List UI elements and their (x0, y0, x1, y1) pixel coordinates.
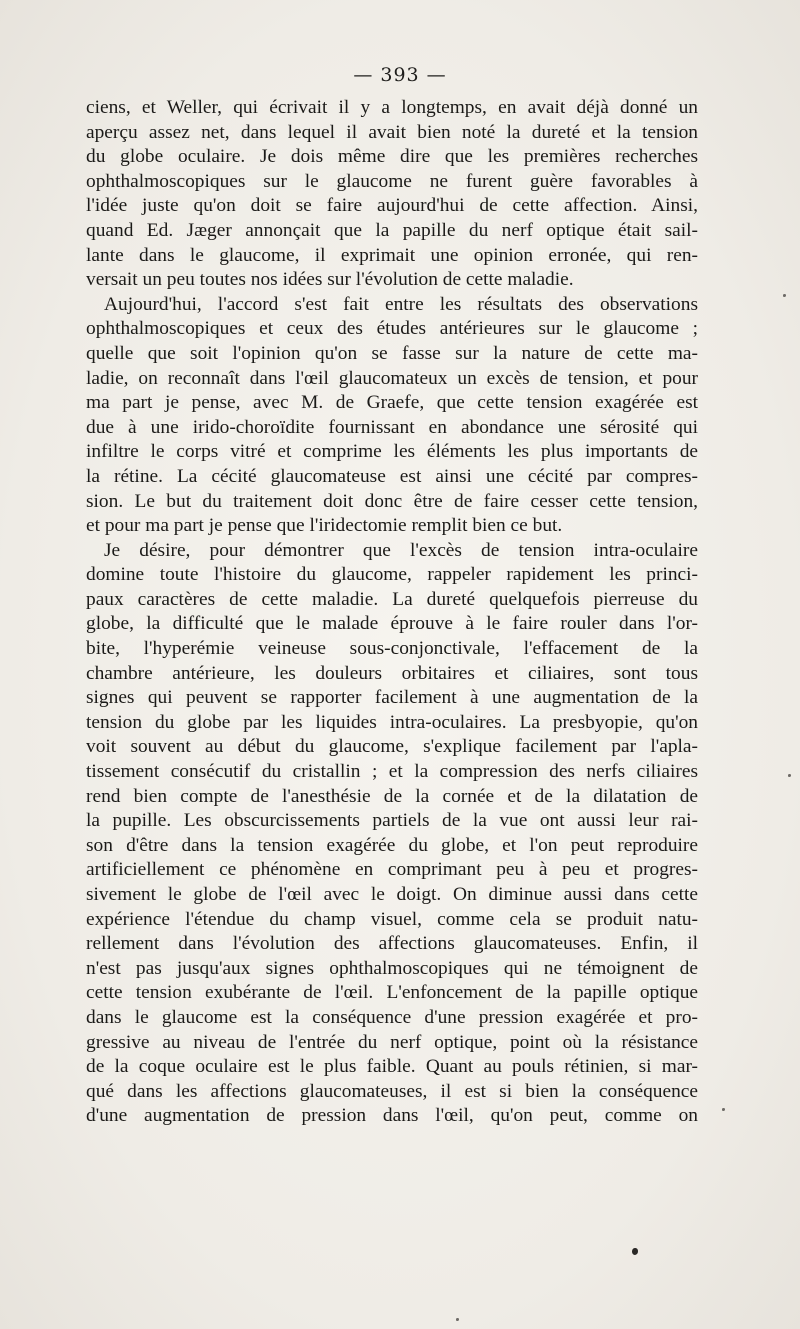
text-line: dans le glaucome est la conséquence d'une pression exagérée et pro- (86, 1006, 698, 1028)
text-line: la rétine. La cécité glaucomateuse est ainsi une cécité par compres- (86, 465, 698, 487)
text-line: quand Ed. Jæger annonçait que la papille du nerf optique était sail- (86, 219, 698, 241)
text-line: signes qui peuvent se rapporter facilement à une augmentation de la (86, 687, 698, 709)
text-line: son d'être dans la tension exagérée du globe, et l'on peut reproduire (86, 834, 698, 856)
text-line: domine toute l'histoire du glaucome, rappeler rapidement les princi- (86, 564, 698, 586)
text-line: n'est pas jusqu'aux signes ophthalmoscopiques qui ne témoignent de (86, 957, 698, 979)
text-line: qué dans les affections glaucomateuses, il est si bien la conséquence (86, 1080, 698, 1102)
text-line: aperçu assez net, dans lequel il avait bien noté la dureté et la tension (86, 121, 698, 143)
text-line: quelle que soit l'opinion qu'on se fasse sur la nature de cette ma- (86, 342, 698, 364)
ink-speck (783, 294, 786, 297)
text-line: globe, la difficulté que le malade éprouve à le faire rouler dans l'or- (86, 613, 698, 635)
text-line: chambre antérieure, les douleurs orbitaires et ciliaires, sont tous (86, 662, 698, 684)
text-line: tissement consécutif du cristallin ; et la compression des nerfs ciliaires (86, 761, 698, 783)
text-line: d'une augmentation de pression dans l'œil, qu'on peut, comme on (86, 1105, 698, 1127)
ink-speck (788, 774, 791, 777)
text-line: de la coque oculaire est le plus faible. Quant au pouls rétinien, si mar- (86, 1056, 698, 1078)
text-line: bite, l'hyperémie veineuse sous-conjonctivale, l'effacement de la (86, 638, 698, 660)
text-line: l'idée juste qu'on doit se faire aujourd'hui de cette affection. Ainsi, (86, 195, 698, 217)
text-line: du globe oculaire. Je dois même dire que les premières recherches (86, 146, 698, 168)
text-line: ma part je pense, avec M. de Graefe, que cette tension exagérée est (86, 392, 698, 414)
text-line: ciens, et Weller, qui écrivait il y a longtemps, en avait déjà donné un (86, 97, 698, 118)
text-line: versait un peu toutes nos idées sur l'évolution de cette maladie. (86, 269, 574, 291)
text-line: artificiellement ce phénomène en comprimant peu à peu et progres- (86, 859, 698, 881)
text-line: lante dans le glaucome, il exprimait une opinion erronée, qui ren- (86, 244, 698, 266)
ink-speck (456, 1318, 459, 1321)
text-line: rellement dans l'évolution des affections glaucomateuses. Enfin, il (86, 933, 698, 955)
text-line: voit souvent au début du glaucome, s'explique facilement par l'apla- (86, 736, 698, 758)
text-line: paux caractères de cette maladie. La dureté quelquefois pierreuse du (86, 588, 698, 610)
text-line: sivement le globe de l'œil avec le doigt. On diminue aussi dans cette (86, 884, 698, 905)
text-line: la pupille. Les obscurcissements partiels de la vue ont aussi leur rai- (86, 810, 698, 832)
text-line: cette tension exubérante de l'œil. L'enfoncement de la papille optique (86, 982, 698, 1004)
text-line: et pour ma part je pense que l'iridectomie remplit bien ce but. (86, 515, 563, 537)
text-line: expérience l'étendue du champ visuel, comme cela se produit natu- (86, 908, 698, 930)
text-line: Je désire, pour démontrer que l'excès de tension intra-oculaire (104, 539, 698, 561)
text-line: infiltre le corps vitré et comprime les éléments les plus importants de (86, 441, 698, 463)
text-line: tension du globe par les liquides intra-oculaires. La presbyopie, qu'on (86, 711, 698, 733)
text-line: rend bien compte de l'anesthésie de la cornée et de la dilatation de (86, 785, 698, 807)
text-line: due à une irido-choroïdite fournissant en abondance une sérosité qui (86, 416, 698, 438)
text-line: ophthalmoscopiques et ceux des études antérieures sur le glaucome ; (86, 318, 698, 340)
page-number: — 393 — (353, 64, 447, 86)
body-text (86, 96, 698, 1129)
text-line: Aujourd'hui, l'accord s'est fait entre les résultats des observations (104, 293, 698, 315)
ink-speck (632, 1248, 638, 1255)
text-line: ophthalmoscopiques sur le glaucome ne furent guère favorables à (86, 170, 698, 192)
ink-speck (722, 1108, 725, 1111)
text-line: gressive au niveau de l'entrée du nerf optique, point où la résistance (86, 1031, 698, 1053)
text-line: sion. Le but du traitement doit donc être de faire cesser cette tension, (86, 490, 698, 512)
text-line: ladie, on reconnaît dans l'œil glaucomateux un excès de tension, et pour (86, 367, 698, 389)
